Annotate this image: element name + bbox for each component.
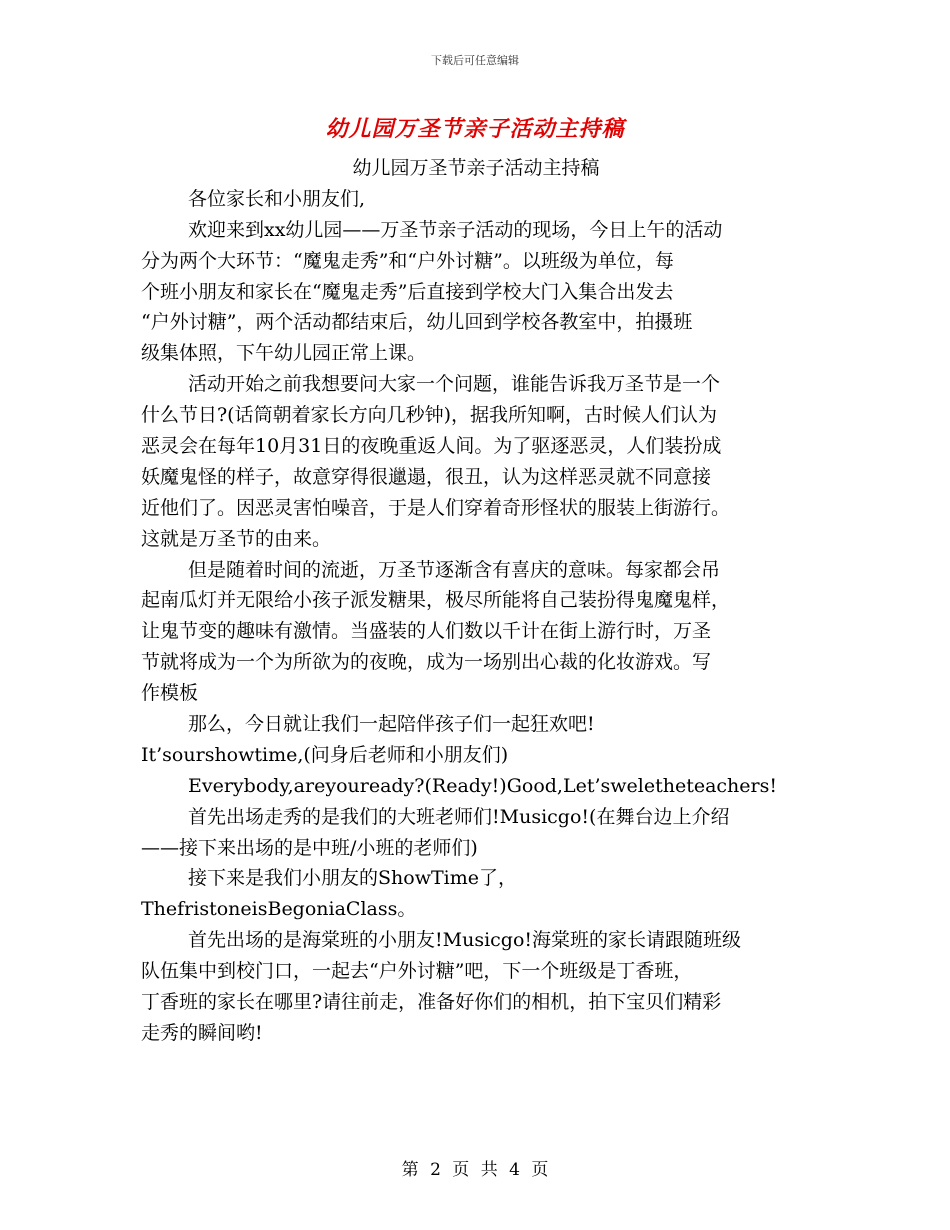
text-line: “户外讨糖”，两个活动都结束后，幼儿回到学校各教室中，拍摄班 bbox=[141, 311, 693, 334]
text-line: ——接下来出场的是中班/小班的老师们) bbox=[141, 836, 478, 859]
text-line: 首先出场走秀的是我们的大班老师们!Musicgo!(在舞台边上介绍 bbox=[188, 805, 730, 828]
text-line: 丁香班的家长在哪里?请往前走，准备好你们的相机，拍下宝贝们精彩 bbox=[141, 991, 722, 1014]
text-line: 分为两个大环节：“魔鬼走秀”和“户外讨糖”。以班级为单位，每 bbox=[141, 249, 674, 272]
text-line: 恶灵会在每年10月31日的夜晚重返人间。为了驱逐恶灵，人们装扮成 bbox=[141, 435, 722, 458]
text-line: Everybody,areyouready?(Ready!)Good,Let’sweletheteachers! bbox=[188, 774, 777, 797]
text-line: 这就是万圣节的由来。 bbox=[141, 527, 332, 550]
text-line: 欢迎来到xx幼儿园——万圣节亲子活动的现场，今日上午的活动 bbox=[188, 218, 723, 241]
text-line: 级集体照，下午幼儿园正常上课。 bbox=[141, 342, 427, 365]
text-line: 但是随着时间的流逝，万圣节逐渐含有喜庆的意味。每家都会吊 bbox=[188, 558, 721, 581]
text-line: ThefristoneisBegoniaClass。 bbox=[141, 898, 417, 921]
text-line: 让鬼节变的趣味有激情。当盛装的人们数以千计在街上游行时，万圣 bbox=[141, 620, 712, 643]
text-line: 作模板 bbox=[141, 682, 199, 705]
text-line: 节就将成为一个为所欲为的夜晚，成为一场别出心裁的化妆游戏。写 bbox=[141, 651, 712, 674]
document-body bbox=[141, 153, 811, 1049]
header-note: 下载后可任意编辑 bbox=[431, 54, 519, 67]
text-line: 走秀的瞬间哟! bbox=[141, 1021, 263, 1044]
text-line: 个班小朋友和家长在“魔鬼走秀”后直接到学校大门入集合出发去 bbox=[141, 280, 674, 303]
text-line: 近他们了。因恶灵害怕噪音，于是人们穿着奇形怪状的服装上街游行。 bbox=[141, 496, 731, 519]
text-line: It’sourshowtime,(问身后老师和小朋友们) bbox=[141, 743, 509, 766]
document-title: 幼儿园万圣节亲子活动主持稿 bbox=[325, 117, 625, 142]
text-line: 接下来是我们小朋友的ShowTime了， bbox=[188, 867, 517, 890]
page-footer: 第 2 页 共 4 页 bbox=[401, 1160, 549, 1180]
text-line: 起南瓜灯并无限给小孩子派发糖果，极尽所能将自己装扮得鬼魔鬼样， bbox=[141, 589, 731, 612]
text-line: 妖魔鬼怪的样子，故意穿得很邋遢，很丑，认为这样恶灵就不同意接 bbox=[141, 465, 712, 488]
text-line: 首先出场的是海棠班的小朋友!Musicgo!海棠班的家长请跟随班级 bbox=[188, 929, 742, 952]
text-line: 各位家长和小朋友们, bbox=[188, 187, 366, 210]
text-line: 队伍集中到校门口，一起去“户外讨糖”吧，下一个班级是丁香班， bbox=[141, 960, 693, 983]
text-line: 那么，今日就让我们一起陪伴孩子们一起狂欢吧! bbox=[188, 713, 595, 736]
text-line: 什么节日?(话筒朝着家长方向几秒钟)，据我所知啊，古时候人们认为 bbox=[141, 404, 718, 427]
text-line: 活动开始之前我想要问大家一个问题，谁能告诉我万圣节是一个 bbox=[188, 373, 721, 396]
body-heading: 幼儿园万圣节亲子活动主持稿 bbox=[352, 157, 600, 179]
